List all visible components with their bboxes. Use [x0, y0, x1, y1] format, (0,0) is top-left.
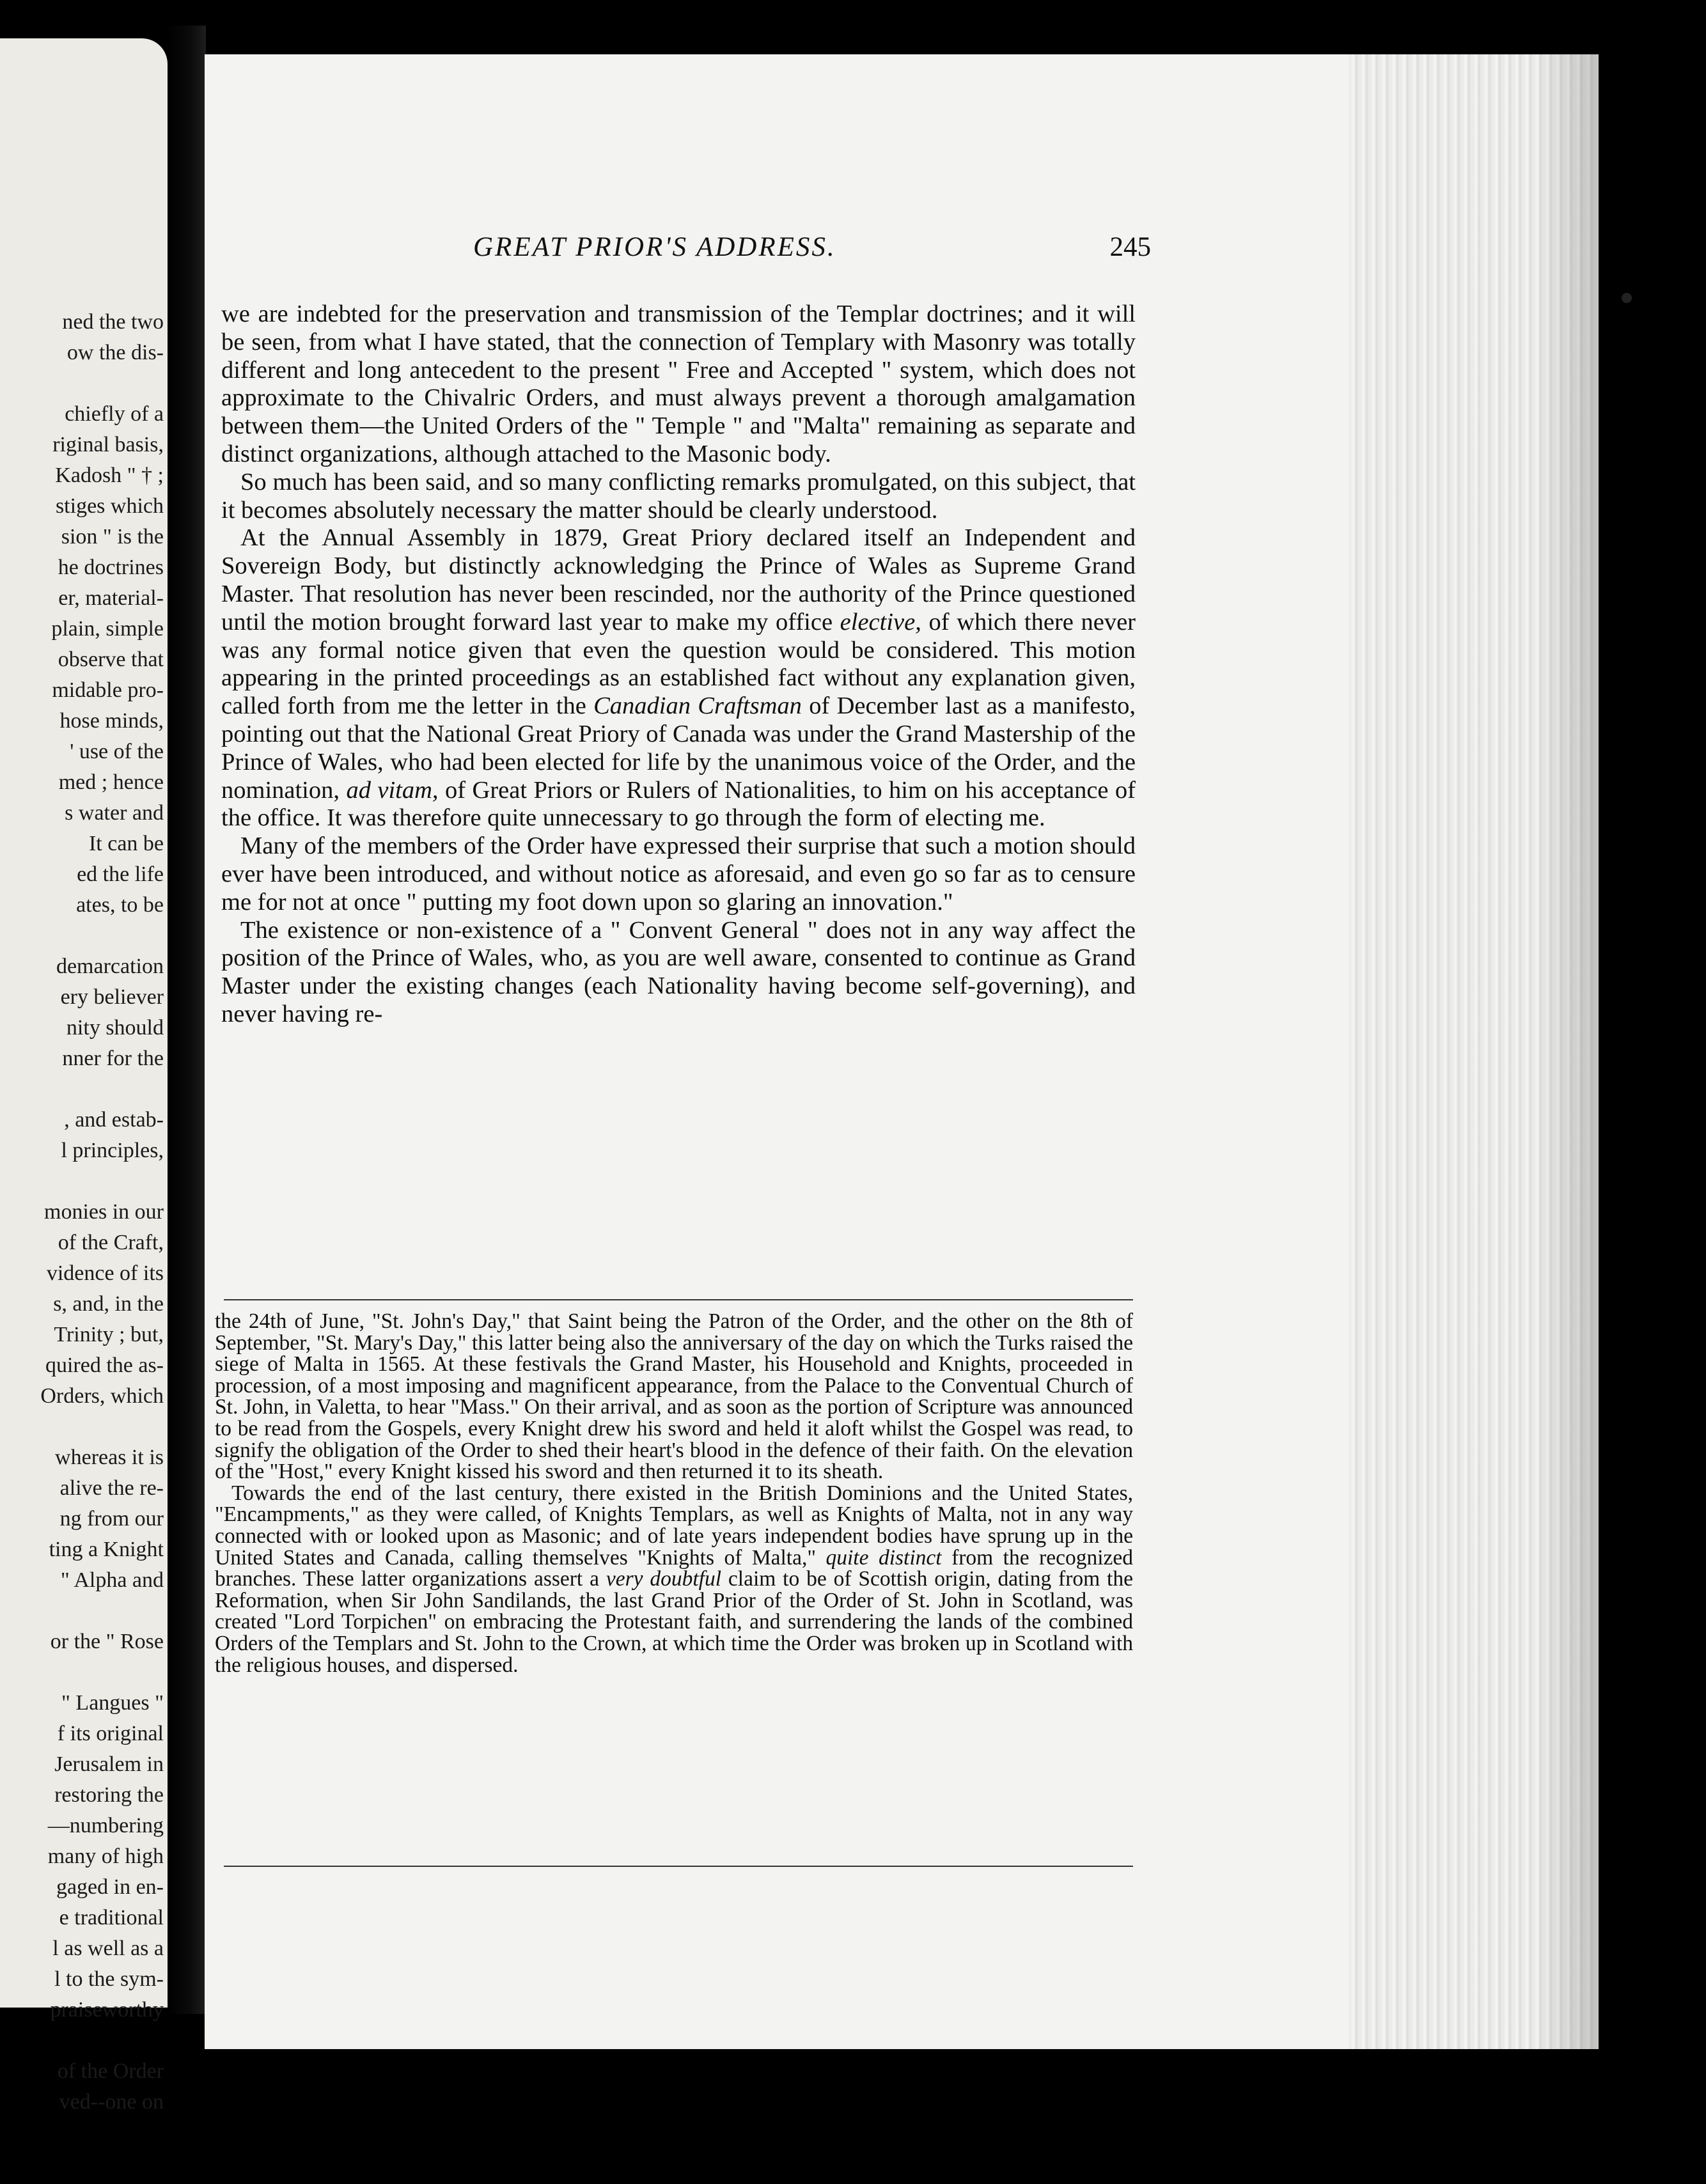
page-header — [473, 231, 1151, 270]
left-page-line: nity should — [66, 1016, 164, 1040]
left-page-line: f its original — [57, 1722, 164, 1745]
left-page-line: he doctrines — [58, 556, 164, 579]
book-gutter — [168, 26, 206, 2014]
left-page-line — [0, 368, 164, 399]
left-page-line: e traditional — [59, 1906, 164, 1930]
left-page-line: l principles, — [61, 1139, 164, 1162]
left-page-line — [0, 921, 164, 951]
left-page-line: Kadosh " † ; — [55, 464, 164, 487]
left-page-line: ting a Knight — [49, 1538, 164, 1561]
paragraph-4: Many of the members of the Order have expressed their surprise that such a motion should ever have been introduced, and without notice as aforesaid, and even go so far as to censure me for not at once " putting my foot down upon so glaring an innovation." — [221, 832, 1136, 916]
left-page-line — [0, 1657, 164, 1688]
left-page-line: plain, simple — [51, 617, 164, 641]
left-page-line: er, material- — [58, 586, 164, 610]
left-page-line: restoring the — [54, 1783, 164, 1807]
left-page-line: of the Craft, — [58, 1231, 164, 1254]
running-head: GREAT PRIOR'S ADDRESS. — [473, 232, 836, 262]
left-page-line: Jerusalem in — [54, 1752, 164, 1776]
paragraph-1: we are indebted for the preservation and transmission of the Templar doctrines; and it will be seen, from what I have stated, that the connection of Templary with Masonry was totally different and long antecedent to the present " Free and Accepted " system, which does not approximate to the Chivalric Orders, and must always prevent a thorough amalgamation between them—the United Orders of the " Temple " and "Malta" remaining as separate and distinct organizations, although attached to the Masonic body. — [221, 300, 1136, 467]
left-page-line: ' use of the — [70, 740, 164, 763]
left-page-line: hose minds, — [59, 709, 164, 733]
left-page-line: whereas it is — [55, 1446, 164, 1469]
paragraph-3: At the Annual Assembly in 1879, Great Priory declared itself an Independent and Sovereign Body, but distinctly acknowledging the Prince of Wales as Supreme Grand Master. That resolution has never been rescinded, nor the authority of the Prince questioned until the motion brought forward last year to make my office elective, of which there never was any formal notice given that even the question would be considered. This motion appearing in the printed proceedings as an established fact without any explanation given, called forth from me the letter in the Canadian Craftsman of December last as a manifesto, pointing out that the National Great Priory of Canada was under the Grand Mastership of the Prince of Wales, who had been elected for life by the unanimous voice of the Order, and the nomination, ad vitam, of Great Priors or Rulers of Nationalities, to him on his acceptance of the office. It was therefore quite unnecessary to go through the form of electing me. — [221, 524, 1136, 832]
left-page-line: l to the sym- — [54, 1967, 164, 1991]
left-page-line: midable pro- — [52, 678, 164, 702]
left-page-line: riginal basis, — [52, 433, 164, 456]
left-page-line — [0, 1412, 164, 1442]
left-page-line: ng from our — [59, 1507, 164, 1531]
left-page-line: It can be — [88, 832, 164, 855]
left-page-line: ned the two — [62, 310, 164, 334]
footnote-paragraph-2: Towards the end of the last century, there existed in the British Dominions and the United States, "Encampments," as they were called, of Knights Templars, as well as Knights of Malta, not in any way connected with or looked upon as Masonic; and of late years independent bodies have sprung up in the United States and Canada, calling themselves "Knights of Malta," quite distinct from the recognized branches. These latter organizations assert a very doubtful claim to be of Scottish origin, dating from the Reformation, when Sir John Sandilands, the last Grand Prior of the Order of St. John in Scotland, was created "Lord Torpichen" on embracing the Protestant faith, and surrendering the lands of the combined Orders of the Templars and St. John to the Crown, at which time the Order was broken up in Scotland with the religious houses, and dispersed. — [215, 1481, 1133, 1677]
left-page-line: nner for the — [62, 1047, 164, 1070]
footnote-rule-bottom — [224, 1866, 1133, 1867]
left-page-line: observe that — [58, 648, 164, 671]
left-page-line: ow the dis- — [67, 341, 164, 364]
footnote-rule-top — [224, 1299, 1133, 1300]
left-page-line — [0, 2025, 164, 2056]
page-number: 245 — [1109, 232, 1151, 262]
left-page-line: s water and — [65, 801, 164, 825]
left-page-line: Orders, which — [40, 1384, 164, 1408]
left-page-text — [0, 307, 164, 2118]
left-page-line: quired the as- — [45, 1353, 164, 1377]
left-page-line: med ; hence — [58, 770, 164, 794]
left-page-line: " Alpha and — [60, 1568, 164, 1592]
left-page-line: Trinity ; but, — [54, 1323, 164, 1346]
left-page-line: ved--one on — [59, 2090, 164, 2114]
left-page-line: ed the life — [77, 862, 164, 886]
left-page-line: or the " Rose — [50, 1630, 164, 1653]
paragraph-2: So much has been said, and so many conflicting remarks promulgated, on this subject, that it becomes absolutely necessary the matter should be clearly understood. — [221, 468, 1136, 524]
left-page-line: ery believer — [60, 985, 164, 1009]
left-page-line: l as well as a — [52, 1937, 164, 1960]
left-page-line: ates, to be — [76, 893, 164, 917]
left-page-line — [0, 1596, 164, 1626]
left-page-line: s, and, in the — [53, 1292, 164, 1316]
footnote — [215, 1311, 1133, 1676]
left-page-line: , and estab- — [64, 1108, 164, 1132]
left-page-line — [0, 1074, 164, 1105]
footnote-paragraph-1: the 24th of June, "St. John's Day," that Saint being the Patron of the Order, and the other on the 8th of September, "St. Mary's Day," this latter being also the anniversary of the day on which the Turks raised the siege of Malta in 1565. At these festivals the Grand Master, his Household and Knights, proceeded in procession, of a most imposing and magnificent appearance, from the Palace to the Conventual Church of St. John, in Valetta, to hear "Mass." On their arrival, and as soon as the portion of Scripture was announced to be read from the Gospels, every Knight drew his sword and held it aloft whilst the Gospel was read, to signify the obligation of the Order to shed their heart's blood in the defence of their faith. On the elevation of the "Host," every Knight kissed his sword and then returned it to its sheath. — [215, 1309, 1133, 1484]
left-page-line: stiges which — [55, 494, 164, 518]
left-page-line: chiefly of a — [65, 402, 164, 426]
left-page-line: demarcation — [56, 955, 164, 978]
left-page-line: sion " is the — [61, 525, 164, 549]
paragraph-5: The existence or non-existence of a " Convent General " does not in any way affect the position of the Prince of Wales, who, as you are well aware, consented to continue as Grand Master under the existing changes (each Nationality having become self-governing), and never having re- — [221, 916, 1136, 1027]
left-page-line: " Langues " — [61, 1691, 164, 1715]
left-facing-page — [0, 38, 168, 2114]
left-page-line — [0, 1166, 164, 1197]
left-page-line: vidence of its — [46, 1261, 164, 1285]
page-edges-shade — [1535, 54, 1599, 2049]
left-page-line: gaged in en- — [56, 1875, 164, 1899]
left-page-line: of the Order — [57, 2059, 164, 2083]
left-page-line: many of high — [47, 1845, 164, 1868]
ink-dot — [1622, 293, 1632, 303]
left-page-line: —numbering — [47, 1814, 164, 1837]
left-page-line: monies in our — [44, 1200, 164, 1224]
left-page-line: alive the re- — [59, 1476, 164, 1500]
left-page-line: praiseworthy — [50, 1998, 164, 2022]
body-text — [221, 300, 1136, 1029]
